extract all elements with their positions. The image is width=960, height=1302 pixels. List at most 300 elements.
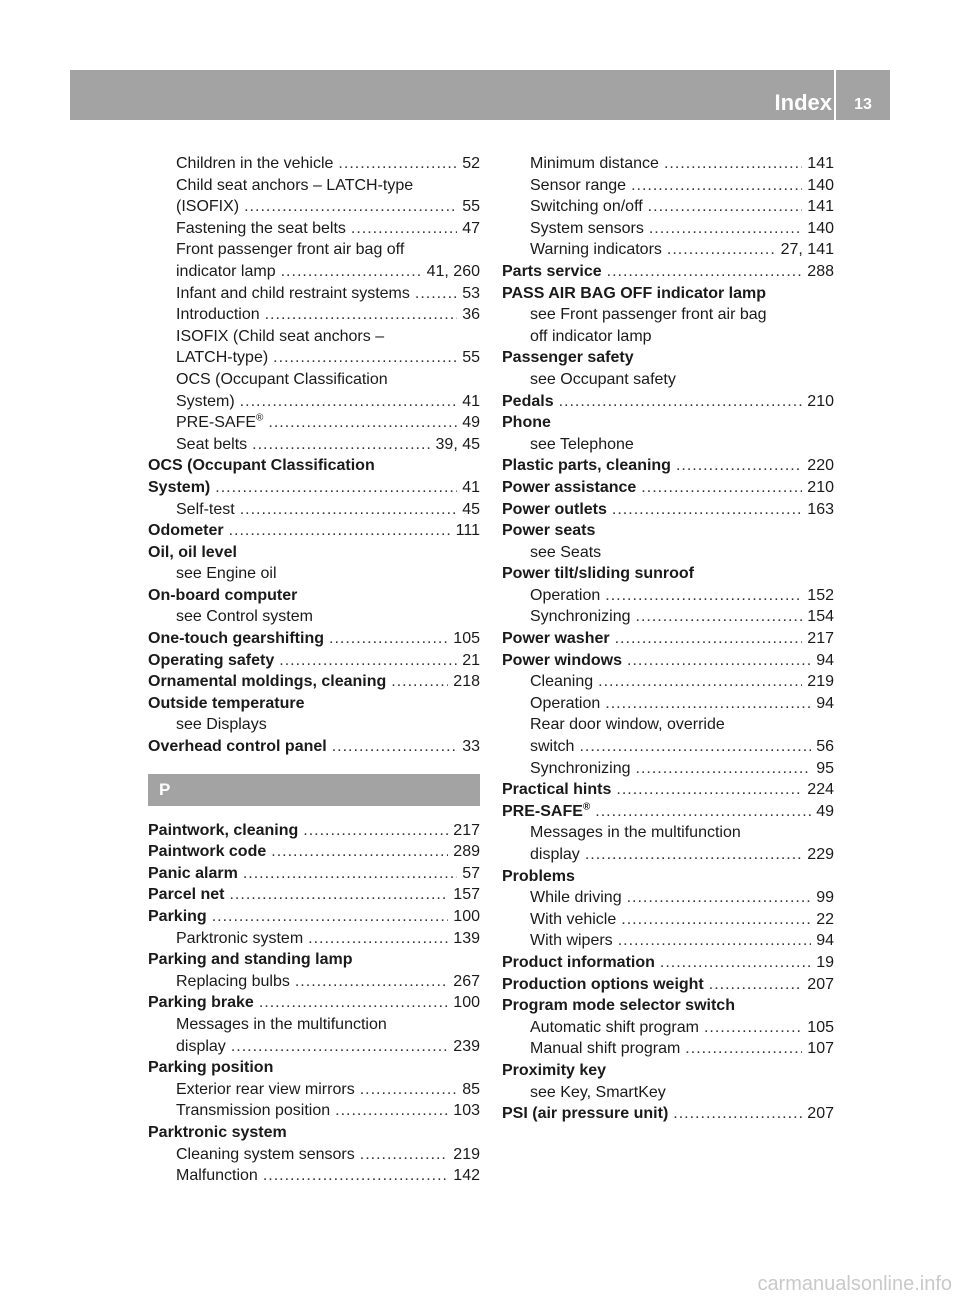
index-entry bbox=[502, 477, 834, 499]
entry-text bbox=[148, 671, 386, 693]
index-subentry bbox=[148, 283, 480, 305]
index-subentry bbox=[502, 1082, 834, 1104]
entry-text bbox=[530, 369, 676, 391]
entry-text bbox=[176, 1144, 355, 1166]
entry-label: Parts service bbox=[502, 262, 602, 280]
entry-label: Production options weight bbox=[502, 975, 704, 993]
entry-text bbox=[176, 563, 277, 585]
entry-label: Operation bbox=[530, 694, 601, 712]
index-entry bbox=[148, 949, 480, 971]
entry-label: With vehicle bbox=[530, 910, 617, 928]
entry-label: Parking bbox=[148, 908, 207, 925]
index-subentry bbox=[502, 736, 834, 758]
index-entry bbox=[148, 841, 480, 863]
entry-text bbox=[530, 758, 631, 780]
entry-label: switch bbox=[530, 738, 575, 756]
entry-label: Panic alarm bbox=[148, 864, 238, 882]
entry-text bbox=[502, 628, 610, 650]
entry-label: Rear door window, override bbox=[530, 716, 725, 734]
entry-text bbox=[530, 585, 600, 607]
page-ref: 217 bbox=[453, 821, 480, 839]
registered-mark: ® bbox=[582, 801, 591, 813]
page-ref: 41, 260 bbox=[426, 262, 480, 280]
entry-text bbox=[148, 949, 352, 971]
index-subentry bbox=[148, 563, 480, 585]
page-ref: 41 bbox=[462, 392, 480, 410]
entry-label: Parking and standing lamp bbox=[148, 951, 353, 969]
entry-label: PRE-SAFE bbox=[176, 414, 257, 432]
page-ref: 218 bbox=[453, 673, 480, 691]
entry-label: Power windows bbox=[502, 651, 623, 669]
page-ref: 103 bbox=[453, 1102, 480, 1120]
index-entry bbox=[148, 736, 480, 758]
entry-text bbox=[530, 714, 725, 736]
page-ref: 36 bbox=[462, 306, 480, 324]
index-subentry bbox=[148, 499, 480, 521]
entry-label: Introduction bbox=[176, 306, 260, 324]
entry-text bbox=[502, 391, 554, 413]
page-ref: 55 bbox=[462, 349, 480, 367]
entry-text bbox=[530, 239, 662, 261]
dot-leader bbox=[229, 520, 451, 542]
dot-leader bbox=[231, 1036, 448, 1058]
index-subentry bbox=[148, 175, 480, 197]
entry-label: Child seat anchors – LATCH-type bbox=[176, 176, 414, 194]
page-ref: 56 bbox=[816, 738, 834, 756]
page-ref: 107 bbox=[807, 1040, 834, 1058]
dot-leader bbox=[612, 499, 802, 521]
entry-text bbox=[176, 369, 388, 391]
entry-text bbox=[176, 1100, 330, 1122]
entry-text bbox=[176, 196, 239, 218]
entry-label: Power tilt/sliding sunroof bbox=[502, 565, 694, 583]
dot-leader bbox=[673, 1103, 802, 1125]
page-ref: 94 bbox=[816, 651, 834, 669]
dot-leader bbox=[598, 671, 802, 693]
page-ref: 220 bbox=[807, 457, 834, 475]
dot-leader bbox=[607, 261, 803, 283]
entry-text bbox=[148, 585, 297, 607]
entry-label: Power assistance bbox=[502, 478, 637, 496]
entry-text bbox=[530, 1038, 680, 1060]
page-ref: 52 bbox=[462, 155, 480, 172]
page-ref: 95 bbox=[816, 759, 834, 777]
index-subentry bbox=[148, 1144, 480, 1166]
dot-leader bbox=[649, 218, 802, 240]
dot-leader bbox=[240, 499, 458, 521]
entry-text bbox=[176, 1014, 387, 1036]
dot-leader bbox=[415, 283, 457, 305]
entry-label: Operating safety bbox=[148, 651, 275, 669]
entry-text bbox=[502, 952, 655, 974]
entry-text bbox=[530, 736, 574, 758]
page-ref: 141 bbox=[807, 198, 834, 216]
entry-label: off indicator lamp bbox=[530, 327, 652, 345]
index-entry bbox=[148, 863, 480, 885]
entry-label: Passenger safety bbox=[502, 349, 634, 367]
entry-label: Paintwork code bbox=[148, 843, 267, 861]
index-column-right bbox=[502, 153, 834, 1125]
entry-label: Parktronic system bbox=[176, 929, 304, 947]
entry-label: Plastic parts, cleaning bbox=[502, 457, 671, 475]
index-subentry bbox=[502, 153, 834, 175]
entry-text bbox=[176, 261, 276, 283]
index-entry bbox=[502, 283, 834, 305]
page-ref: 210 bbox=[807, 392, 834, 410]
entry-label: Front passenger front air bag off bbox=[176, 241, 405, 259]
dot-leader bbox=[627, 650, 811, 672]
entry-text bbox=[502, 650, 622, 672]
page-ref: 21 bbox=[462, 651, 480, 669]
entry-label: Messages in the multifunction bbox=[530, 824, 741, 842]
dot-leader bbox=[215, 477, 457, 499]
entry-label: Synchronizing bbox=[530, 759, 631, 777]
entry-text bbox=[148, 650, 274, 672]
index-entry bbox=[502, 866, 834, 888]
page-ref: 45 bbox=[462, 500, 480, 518]
index-entry bbox=[502, 995, 834, 1017]
index-entry bbox=[148, 520, 480, 542]
entry-text bbox=[148, 1057, 273, 1079]
entry-label: Messages in the multifunction bbox=[176, 1015, 387, 1033]
entry-label: Power washer bbox=[502, 630, 610, 648]
entry-text bbox=[530, 606, 631, 628]
dot-leader bbox=[676, 455, 802, 477]
dot-leader bbox=[212, 906, 449, 928]
page-ref: 57 bbox=[462, 864, 480, 882]
page-ref: 224 bbox=[807, 781, 834, 799]
entry-text bbox=[148, 542, 237, 564]
entry-label: Cleaning system sensors bbox=[176, 1145, 355, 1163]
page-ref: 39, 45 bbox=[435, 435, 480, 453]
dot-leader bbox=[252, 434, 430, 456]
entry-label: indicator lamp bbox=[176, 262, 276, 280]
page-ref: 55 bbox=[462, 198, 480, 216]
index-subentry bbox=[502, 218, 834, 240]
entry-text bbox=[148, 992, 254, 1014]
entry-text bbox=[530, 542, 601, 564]
entry-text bbox=[502, 347, 634, 369]
entry-label: System sensors bbox=[530, 219, 644, 237]
dot-leader bbox=[332, 736, 457, 758]
index-subentry bbox=[148, 196, 480, 218]
page-ref: 22 bbox=[816, 910, 834, 928]
entry-text bbox=[148, 820, 298, 842]
index-entry bbox=[502, 520, 834, 542]
index-subentry bbox=[502, 1038, 834, 1060]
page-ref: 105 bbox=[453, 630, 480, 648]
dot-leader bbox=[667, 239, 776, 261]
entry-label: OCS (Occupant Classification bbox=[176, 370, 388, 388]
entry-text bbox=[176, 412, 263, 434]
entry-text bbox=[148, 841, 266, 863]
entry-text bbox=[148, 1122, 287, 1144]
entry-text bbox=[148, 693, 304, 715]
index-subentry bbox=[148, 714, 480, 736]
entry-text bbox=[530, 930, 613, 952]
index-subentry bbox=[502, 844, 834, 866]
page-ref: 99 bbox=[816, 889, 834, 907]
dot-leader bbox=[281, 261, 422, 283]
dot-leader bbox=[618, 930, 812, 952]
dot-leader bbox=[273, 347, 457, 369]
page-ref: 140 bbox=[807, 219, 834, 237]
entry-text bbox=[502, 995, 735, 1017]
entry-text bbox=[530, 196, 643, 218]
index-entry bbox=[502, 801, 834, 823]
entry-label: Product information bbox=[502, 953, 655, 971]
entry-text bbox=[530, 153, 659, 175]
page-ref: 94 bbox=[816, 932, 834, 950]
entry-text bbox=[148, 906, 207, 928]
entry-text bbox=[530, 326, 652, 348]
entry-text bbox=[530, 909, 616, 931]
dot-leader bbox=[244, 196, 457, 218]
index-entry bbox=[148, 693, 480, 715]
page-ref: 210 bbox=[807, 478, 834, 496]
index-subentry bbox=[502, 606, 834, 628]
entry-text bbox=[502, 779, 611, 801]
entry-text bbox=[176, 347, 268, 369]
index-subentry bbox=[502, 1017, 834, 1039]
index-subentry bbox=[148, 1100, 480, 1122]
dot-leader bbox=[641, 477, 802, 499]
entry-label: Parcel net bbox=[148, 886, 225, 904]
index-header-bar bbox=[70, 70, 890, 120]
index-subentry bbox=[502, 175, 834, 197]
entry-text bbox=[502, 477, 636, 499]
entry-label: One-touch gearshifting bbox=[148, 630, 324, 648]
index-entry bbox=[148, 650, 480, 672]
entry-text bbox=[502, 283, 766, 305]
dot-leader bbox=[263, 1165, 448, 1187]
page-ref: 139 bbox=[453, 929, 480, 947]
index-subentry bbox=[148, 218, 480, 240]
index-entry bbox=[502, 412, 834, 434]
index-entry bbox=[502, 779, 834, 801]
entry-text bbox=[530, 175, 626, 197]
entry-text bbox=[530, 434, 634, 456]
entry-label: see Front passenger front air bag bbox=[530, 306, 767, 324]
index-subentry bbox=[148, 304, 480, 326]
entry-label: Program mode selector switch bbox=[502, 997, 735, 1015]
entry-label: see Engine oil bbox=[176, 565, 277, 583]
index-subentry bbox=[502, 671, 834, 693]
index-subentry bbox=[148, 606, 480, 628]
entry-text bbox=[176, 391, 235, 413]
dot-leader bbox=[648, 196, 803, 218]
entry-label: (ISOFIX) bbox=[176, 198, 240, 216]
entry-label: Malfunction bbox=[176, 1167, 258, 1185]
index-subentry bbox=[502, 758, 834, 780]
entry-label: Minimum distance bbox=[530, 155, 659, 172]
entry-text bbox=[502, 563, 694, 585]
index-entry bbox=[148, 820, 480, 842]
dot-leader bbox=[240, 391, 458, 413]
index-entry bbox=[148, 906, 480, 928]
index-subentry bbox=[148, 971, 480, 993]
entry-label: OCS (Occupant Classification bbox=[148, 457, 375, 475]
entry-text bbox=[502, 520, 595, 542]
dot-leader bbox=[259, 992, 448, 1014]
dot-leader bbox=[631, 175, 802, 197]
dot-leader bbox=[229, 884, 448, 906]
page-ref: 47 bbox=[462, 219, 480, 237]
entry-text bbox=[176, 434, 247, 456]
index-entry bbox=[502, 952, 834, 974]
page-ref: 152 bbox=[807, 586, 834, 604]
dot-leader bbox=[636, 758, 812, 780]
dot-leader bbox=[579, 736, 811, 758]
index-entry bbox=[148, 542, 480, 564]
dot-leader bbox=[335, 1100, 448, 1122]
entry-label: While driving bbox=[530, 889, 622, 907]
entry-label: see Displays bbox=[176, 716, 267, 734]
page-ref: 207 bbox=[807, 1105, 834, 1123]
index-subentry bbox=[502, 714, 834, 736]
entry-text bbox=[176, 326, 384, 348]
entry-label: Transmission position bbox=[176, 1102, 331, 1120]
page-ref: 142 bbox=[453, 1167, 480, 1185]
index-subentry bbox=[502, 887, 834, 909]
dot-leader bbox=[615, 628, 803, 650]
page-ref: 163 bbox=[807, 500, 834, 518]
index-subentry bbox=[148, 1036, 480, 1058]
entry-label: Switching on/off bbox=[530, 198, 643, 216]
page-ref: 100 bbox=[453, 994, 480, 1012]
index-subentry bbox=[148, 347, 480, 369]
page-ref: 154 bbox=[807, 608, 834, 626]
dot-leader bbox=[627, 887, 812, 909]
dot-leader bbox=[265, 304, 458, 326]
index-entry bbox=[148, 585, 480, 607]
entry-text bbox=[502, 1060, 606, 1082]
entry-text bbox=[176, 1036, 226, 1058]
entry-label: Cleaning bbox=[530, 673, 594, 691]
entry-label: see Key, SmartKey bbox=[530, 1083, 666, 1101]
dot-leader bbox=[338, 153, 457, 175]
entry-label: Phone bbox=[502, 414, 551, 432]
page-ref: 85 bbox=[462, 1080, 480, 1098]
entry-label: System) bbox=[148, 478, 211, 496]
index-subentry bbox=[502, 326, 834, 348]
entry-text bbox=[148, 884, 224, 906]
entry-text bbox=[176, 928, 303, 950]
page-ref: 288 bbox=[807, 262, 834, 280]
entry-text bbox=[502, 261, 602, 283]
index-subentry bbox=[148, 434, 480, 456]
dot-leader bbox=[351, 218, 457, 240]
entry-label: Proximity key bbox=[502, 1061, 607, 1079]
entry-label: Overhead control panel bbox=[148, 738, 327, 756]
entry-text bbox=[530, 671, 593, 693]
index-subentry bbox=[148, 1014, 480, 1036]
index-subentry bbox=[148, 369, 480, 391]
dot-leader bbox=[616, 779, 802, 801]
entry-label: Oil, oil level bbox=[148, 543, 237, 561]
entry-text bbox=[176, 499, 235, 521]
entry-text bbox=[148, 628, 324, 650]
index-entry bbox=[502, 1060, 834, 1082]
entry-label: Problems bbox=[502, 867, 575, 885]
entry-text bbox=[530, 844, 580, 866]
index-subentry bbox=[502, 585, 834, 607]
entry-label: display bbox=[530, 846, 580, 863]
entry-text bbox=[148, 477, 210, 499]
entry-text bbox=[502, 1103, 668, 1125]
page-ref: 207 bbox=[807, 975, 834, 993]
dot-leader bbox=[295, 971, 448, 993]
entry-label: Sensor range bbox=[530, 176, 627, 194]
entry-label: Automatic shift program bbox=[530, 1018, 699, 1036]
page-ref: 219 bbox=[807, 673, 834, 691]
index-entry bbox=[502, 563, 834, 585]
entry-label: Fastening the seat belts bbox=[176, 219, 346, 237]
index-subentry bbox=[502, 822, 834, 844]
index-subentry bbox=[502, 369, 834, 391]
entry-text bbox=[502, 499, 607, 521]
entry-label: Children in the vehicle bbox=[176, 155, 334, 172]
index-entry bbox=[502, 1103, 834, 1125]
entry-text bbox=[502, 801, 590, 823]
entry-label: LATCH-type) bbox=[176, 349, 269, 367]
index-entry bbox=[502, 455, 834, 477]
entry-text bbox=[176, 283, 410, 305]
entry-label: Warning indicators bbox=[530, 241, 662, 259]
dot-leader bbox=[360, 1144, 449, 1166]
index-entry bbox=[502, 974, 834, 996]
entry-label: With wipers bbox=[530, 932, 613, 950]
page-ref: 53 bbox=[462, 284, 480, 302]
page-ref: 267 bbox=[453, 972, 480, 990]
entry-label: Parktronic system bbox=[148, 1123, 287, 1141]
entry-text bbox=[530, 822, 741, 844]
entry-label: see Seats bbox=[530, 543, 602, 561]
dot-leader bbox=[605, 585, 802, 607]
entry-text bbox=[502, 974, 704, 996]
entry-text bbox=[176, 971, 290, 993]
page-ref: 229 bbox=[807, 846, 834, 863]
page-ref: 289 bbox=[453, 843, 480, 861]
watermark: carmanualsonline.info bbox=[757, 1273, 952, 1295]
dot-leader bbox=[391, 671, 448, 693]
page-ref: 141 bbox=[807, 155, 834, 172]
dot-leader bbox=[664, 153, 802, 175]
index-subentry bbox=[502, 909, 834, 931]
entry-text bbox=[148, 736, 327, 758]
index-column-left bbox=[148, 153, 480, 1187]
page-ref: 219 bbox=[453, 1145, 480, 1163]
entry-text bbox=[176, 239, 404, 261]
entry-label: Odometer bbox=[148, 522, 224, 540]
entry-label: Synchronizing bbox=[530, 608, 631, 626]
index-entry bbox=[502, 261, 834, 283]
entry-text bbox=[530, 1082, 666, 1104]
entry-label: see Occupant safety bbox=[530, 370, 676, 388]
dot-leader bbox=[704, 1017, 802, 1039]
dot-leader bbox=[621, 909, 811, 931]
page-ref: 239 bbox=[453, 1037, 480, 1055]
entry-text bbox=[176, 1165, 258, 1187]
index-entry bbox=[148, 628, 480, 650]
entry-text bbox=[530, 218, 644, 240]
dot-leader bbox=[685, 1038, 802, 1060]
entry-label: Power seats bbox=[502, 522, 596, 540]
dot-leader bbox=[279, 650, 457, 672]
entry-text bbox=[176, 714, 267, 736]
page-ref: 157 bbox=[453, 886, 480, 904]
index-entry bbox=[502, 499, 834, 521]
